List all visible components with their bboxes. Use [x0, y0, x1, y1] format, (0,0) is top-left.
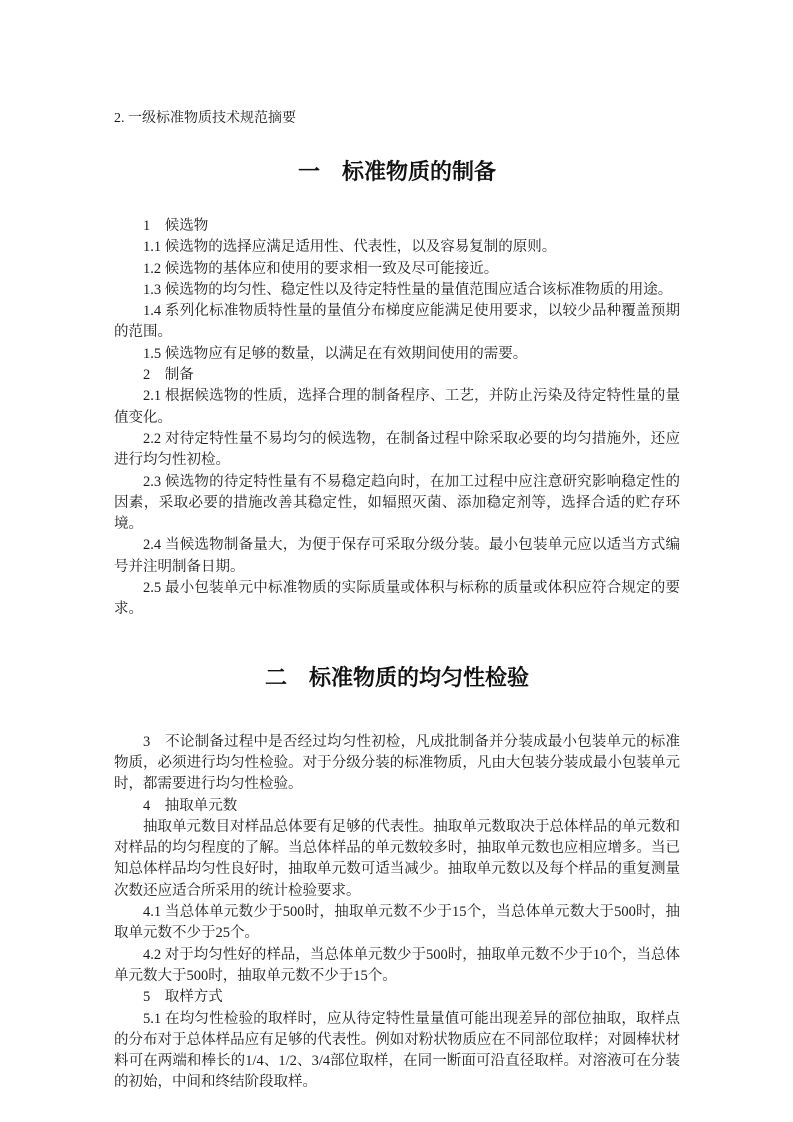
para-2-4: 2.4 当候选物制备量大，为便于保存可采取分级分装。最小包装单元应以适当方式编号并注明制备日期。 — [114, 537, 680, 575]
para-4-2: 4.2 对于均匀性好的样品，当总体单元数少于500时，抽取单元数不少于10个，当总体单元数大于500时，抽取单元数不少于15个。 — [114, 946, 680, 984]
document-header-note: 2. 一级标准物质技术规范摘要 — [114, 111, 296, 126]
section-1-body — [114, 216, 680, 621]
para-2: 2 制备 — [143, 367, 194, 384]
para-5-1: 5.1 在均匀性检验的取样时，应从待定特性量量值可能出现差异的部位抽取，取样点的分布对于总体样品应有足够的代表性。例如对粉状物质应在不同部位取样；对圆棒状材料可在两端和棒长的1/4、1/2、3/4部位取样，在同一断面可沿直径取样。对溶液可在分装的初始，中间和终结阶段取样。 — [114, 1010, 680, 1091]
para-2-5: 2.5 最小包装单元中标准物质的实际质量或体积与标称的质量或体积应符合规定的要求。 — [114, 580, 680, 618]
para-1-4: 1.4 系列化标准物质特性量的量值分布梯度应能满足使用要求，以较少品种覆盖预期的范围。 — [114, 303, 680, 341]
para-5: 5 取样方式 — [143, 989, 223, 1006]
para-4-intro: 抽取单元数目对样品总体要有足够的代表性。抽取单元数取决于总体样品的单元数和对样品的均匀程度的了解。当总体样品的单元数较多时，抽取单元数也应相应增多。当已知总体样品均匀性良好时，抽取单元数可适当减少。抽取单元数以及每个样品的重复测量次数还应适合所采用的统计检验要求。 — [114, 818, 680, 899]
para-1: 1 候选物 — [143, 218, 209, 234]
para-2-1: 2.1 根据候选物的性质，选择合理的制备程序、工艺，并防止污染及待定特性量的量值变化。 — [114, 388, 680, 426]
para-1-2: 1.2 候选物的基体应和使用的要求相一致及尽可能接近。 — [143, 260, 499, 277]
para-3: 3 不论制备过程中是否经过均匀性初检，凡成批制备并分装成最小包装单元的标准物质，必须进行均匀性检验。对于分级分装的标准物质，凡由大包装分装成最小包装单元时，都需要进行均匀性检验。 — [114, 733, 680, 793]
para-1-1: 1.1 候选物的选择应满足适用性、代表性，以及容易复制的原则。 — [143, 239, 557, 256]
para-1-3: 1.3 候选物的均匀性、稳定性以及待定特性量的量值范围应适合该标准物质的用途。 — [143, 281, 673, 298]
para-2-3: 2.3 候选物的待定特性量有不易稳定趋向时，在加工过程中应注意研究影响稳定性的因素，采取必要的措施改善其稳定性，如辐照灭菌、添加稳定剂等，选择合适的贮存环境。 — [114, 473, 680, 533]
para-1-5: 1.5 候选物应有足够的数量，以满足在有效期间使用的需要。 — [143, 345, 528, 362]
section-2-body — [114, 732, 680, 1094]
para-2-2: 2.2 对待定特性量不易均匀的候选物，在制备过程中除采取必要的均匀措施外，还应进行均匀性初检。 — [114, 430, 680, 469]
para-4: 4 抽取单元数 — [143, 797, 238, 814]
section-2-title: 二 标准物质的均匀性检验 — [264, 664, 529, 690]
para-4-1: 4.1 当总体单元数少于500时，抽取单元数不少于15个，当总体单元数大于500时，抽取单元数不少于25个。 — [114, 904, 680, 942]
section-1-title: 一 标准物质的制备 — [297, 159, 496, 184]
